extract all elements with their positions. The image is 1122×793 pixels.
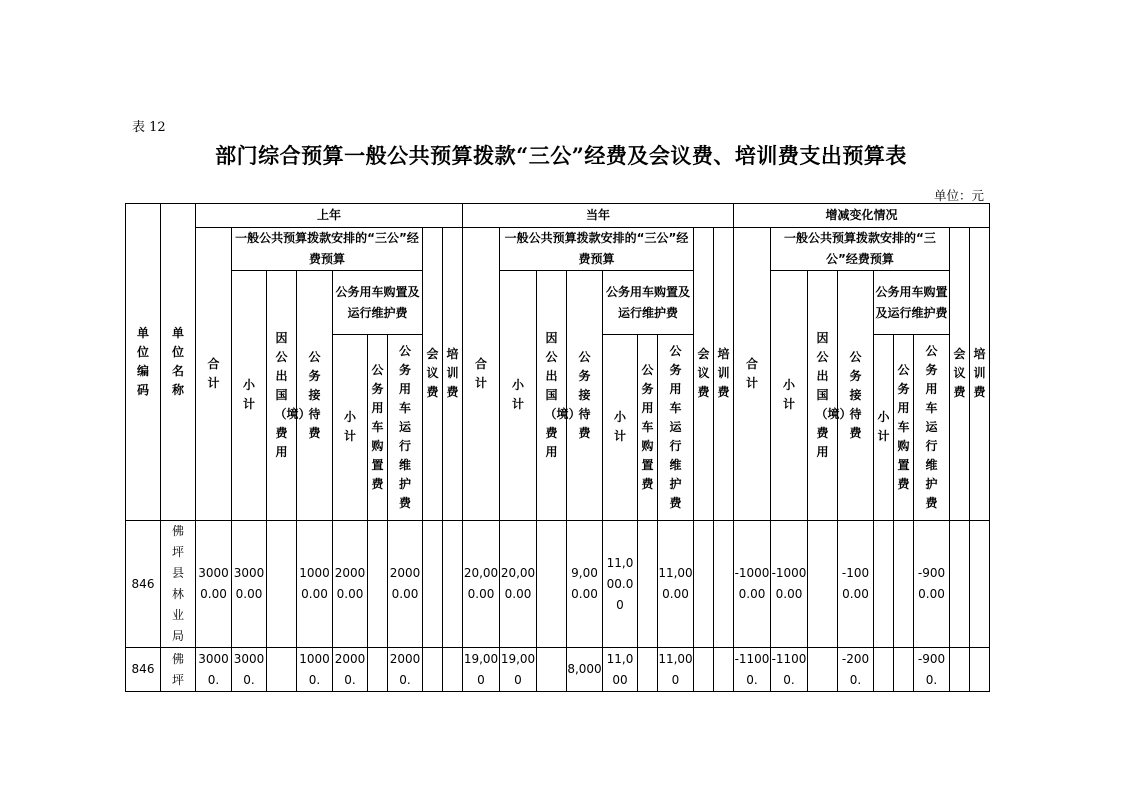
value-cell: 20000.00 xyxy=(333,521,368,648)
header-sangong-budget: 一般公共预算拨款安排的“三公”经费预算 xyxy=(232,228,423,271)
header-training: 培训费 xyxy=(443,228,463,521)
header-sangong-budget: 一般公共预算拨款安排的“三公”经费预算 xyxy=(771,228,950,271)
value-cell: 30000.00 xyxy=(196,521,232,648)
value-cell: 9,000.00 xyxy=(567,521,603,648)
header-meeting: 会议费 xyxy=(694,228,714,521)
header-vehicle: 公务用车购置及运行维护费 xyxy=(874,271,950,335)
header-reception: 公务接待费 xyxy=(297,271,333,521)
page-title: 部门综合预算一般公共预算拨款“三公”经费及会议费、培训费支出预算表 xyxy=(215,143,907,168)
header-vehicle: 公务用车购置及运行维护费 xyxy=(603,271,694,335)
value-cell: -10000.00 xyxy=(771,521,808,648)
table-row xyxy=(126,521,990,648)
value-cell xyxy=(714,648,734,692)
value-cell: 20,000.00 xyxy=(463,521,500,648)
header-abroad: 因公出国（境）费用 xyxy=(537,271,567,521)
header-vehicle-operation: 公务用车运行维护费 xyxy=(388,335,423,521)
value-cell: 11,000.00 xyxy=(658,521,694,648)
value-cell: 11,000 xyxy=(658,648,694,692)
value-cell xyxy=(638,648,658,692)
header-meeting: 会议费 xyxy=(423,228,443,521)
header-training: 培训费 xyxy=(970,228,990,521)
value-cell: 8,000 xyxy=(567,648,603,692)
unit-name-cell: 佛坪 xyxy=(161,648,196,692)
value-cell: 30000. xyxy=(232,648,267,692)
value-cell: -2000. xyxy=(838,648,874,692)
value-cell xyxy=(537,521,567,648)
value-cell xyxy=(894,521,914,648)
value-cell xyxy=(267,521,297,648)
value-cell: 20,000.00 xyxy=(500,521,537,648)
unit-label: 单位：元 xyxy=(933,188,984,203)
header-total: 合计 xyxy=(734,228,771,521)
value-cell: 11,000.00 xyxy=(603,521,638,648)
header-sangong-budget: 一般公共预算拨款安排的“三公”经费预算 xyxy=(500,228,694,271)
header-unit-code: 单位编码 xyxy=(126,204,161,521)
header-last-year: 上年 xyxy=(196,204,463,228)
value-cell xyxy=(894,648,914,692)
value-cell: -10000.00 xyxy=(734,521,771,648)
value-cell xyxy=(423,521,443,648)
value-cell xyxy=(874,521,894,648)
value-cell: -1000.00 xyxy=(838,521,874,648)
value-cell: -9000. xyxy=(914,648,950,692)
header-unit-name: 单位名称 xyxy=(161,204,196,521)
unit-name-cell: 佛坪县林业局 xyxy=(161,521,196,648)
header-subtotal: 小计 xyxy=(232,271,267,521)
header-subtotal: 小计 xyxy=(771,271,808,521)
header-training: 培训费 xyxy=(714,228,734,521)
value-cell: -9000.00 xyxy=(914,521,950,648)
header-current-year: 当年 xyxy=(463,204,734,228)
value-cell xyxy=(423,648,443,692)
header-total: 合计 xyxy=(196,228,232,521)
value-cell: 10000. xyxy=(297,648,333,692)
header-subtotal: 小计 xyxy=(500,271,537,521)
unit-code-cell: 846 xyxy=(126,521,161,648)
value-cell: 20000. xyxy=(388,648,423,692)
value-cell xyxy=(638,521,658,648)
value-cell xyxy=(950,521,970,648)
value-cell xyxy=(537,648,567,692)
header-vehicle-purchase: 公务用车购置费 xyxy=(894,335,914,521)
value-cell: 20000. xyxy=(333,648,368,692)
value-cell xyxy=(874,648,894,692)
value-cell: 30000.00 xyxy=(232,521,267,648)
header-vehicle: 公务用车购置及运行维护费 xyxy=(333,271,423,335)
header-vehicle-operation: 公务用车运行维护费 xyxy=(658,335,694,521)
header-vehicle-subtotal: 小计 xyxy=(603,335,638,521)
unit-code-cell: 846 xyxy=(126,648,161,692)
header-vehicle-purchase: 公务用车购置费 xyxy=(368,335,388,521)
value-cell xyxy=(368,521,388,648)
value-cell xyxy=(950,648,970,692)
header-abroad: 因公出国（境）费用 xyxy=(267,271,297,521)
value-cell: 30000. xyxy=(196,648,232,692)
header-change: 增减变化情况 xyxy=(734,204,990,228)
value-cell xyxy=(808,521,838,648)
value-cell xyxy=(970,648,990,692)
value-cell xyxy=(368,648,388,692)
value-cell xyxy=(714,521,734,648)
table-number: 表 12 xyxy=(132,120,166,135)
header-vehicle-subtotal: 小计 xyxy=(333,335,368,521)
value-cell xyxy=(694,521,714,648)
header-meeting: 会议费 xyxy=(950,228,970,521)
value-cell: 19,000 xyxy=(500,648,537,692)
header-vehicle-operation: 公务用车运行维护费 xyxy=(914,335,950,521)
header-total: 合计 xyxy=(463,228,500,521)
value-cell xyxy=(808,648,838,692)
value-cell xyxy=(694,648,714,692)
header-abroad: 因公出国（境）费用 xyxy=(808,271,838,521)
budget-table xyxy=(125,203,990,692)
value-cell: 11,000 xyxy=(603,648,638,692)
header-reception: 公务接待费 xyxy=(567,271,603,521)
header-vehicle-subtotal: 小计 xyxy=(874,335,894,521)
value-cell: 20000.00 xyxy=(388,521,423,648)
header-reception: 公务接待费 xyxy=(838,271,874,521)
value-cell: -11000. xyxy=(734,648,771,692)
table-row xyxy=(126,648,990,692)
value-cell: 19,000 xyxy=(463,648,500,692)
value-cell xyxy=(970,521,990,648)
value-cell: 10000.00 xyxy=(297,521,333,648)
header-vehicle-purchase: 公务用车购置费 xyxy=(638,335,658,521)
value-cell xyxy=(443,521,463,648)
value-cell xyxy=(267,648,297,692)
value-cell xyxy=(443,648,463,692)
value-cell: -11000. xyxy=(771,648,808,692)
